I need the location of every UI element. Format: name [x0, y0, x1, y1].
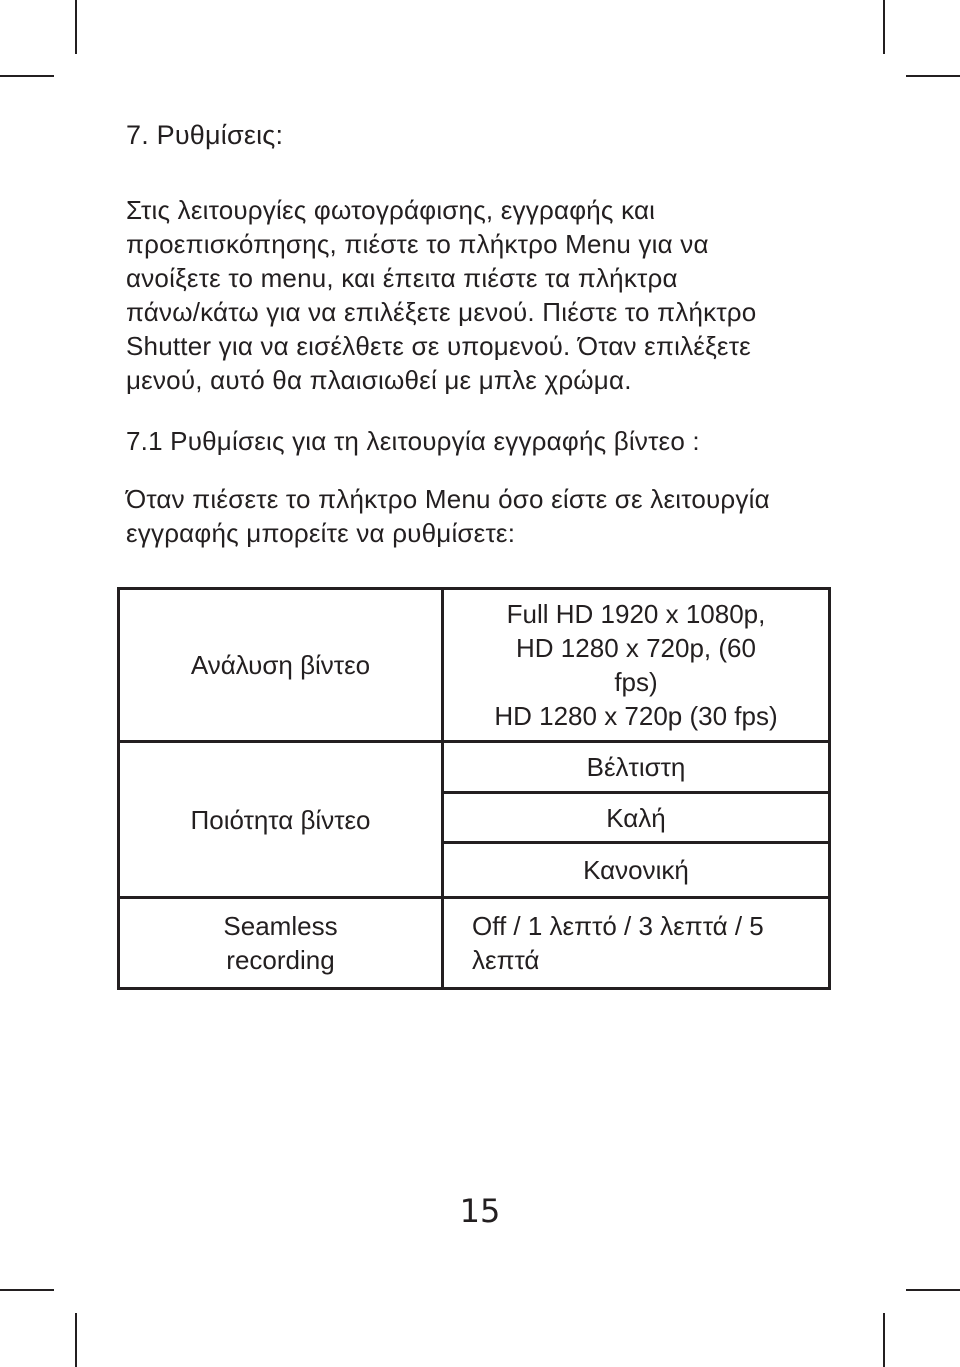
resolution-value-line: HD 1280 x 720p, (60 — [516, 633, 756, 663]
subsection-heading-text: 7.1 Ρυθμίσεις για τη λειτουργία εγγραφής βίντεο : — [126, 426, 700, 456]
crop-mark-bottom-left-vertical — [75, 1313, 77, 1367]
description-line: Όταν πιέσετε το πλήκτρο Menu όσο είστε σε λειτουργία — [126, 484, 770, 514]
crop-mark-bottom-right-horizontal — [906, 1289, 960, 1291]
resolution-label: Ανάλυση βίντεο — [190, 650, 371, 680]
description-paragraph — [126, 482, 770, 550]
quality-option-cell — [443, 843, 830, 898]
seamless-value-line: λεπτά — [472, 945, 540, 975]
intro-line: Shutter για να εισέλθετε σε υπομενού. Όταν επιλέξετε — [126, 331, 751, 361]
resolution-value-line: fps) — [614, 667, 658, 697]
page-number: 15 — [459, 1192, 501, 1230]
section-heading: 7. Ρυθμίσεις: — [126, 120, 284, 150]
quality-option: Καλή — [606, 802, 666, 833]
quality-option: Κανονική — [583, 855, 689, 885]
intro-paragraph — [126, 193, 756, 397]
quality-option-cell — [443, 793, 830, 843]
description-line: εγγραφής μπορείτε να ρυθμίσετε: — [126, 518, 516, 548]
quality-label-cell — [119, 742, 443, 898]
seamless-label-cell — [119, 898, 443, 989]
crop-mark-bottom-right-vertical — [883, 1313, 885, 1367]
resolution-label-cell — [119, 589, 443, 742]
crop-mark-bottom-left-horizontal — [0, 1289, 54, 1291]
subsection-heading — [126, 424, 700, 458]
resolution-value-line: HD 1280 x 720p (30 fps) — [494, 701, 778, 731]
table-row — [119, 742, 830, 793]
intro-line: ανοίξετε το menu, και έπειτα πιέστε τα πλήκτρα — [126, 263, 678, 293]
resolution-value-cell — [443, 589, 830, 742]
seamless-value-line: Off / 1 λεπτό / 3 λεπτά / 5 — [472, 911, 764, 941]
intro-line: πάνω/κάτω για να επιλέξετε μενού. Πιέστε το πλήκτρο — [126, 297, 757, 327]
crop-mark-top-left-vertical — [75, 0, 77, 54]
video-settings-table — [117, 587, 831, 990]
crop-mark-top-right-vertical — [883, 0, 885, 54]
quality-option: Βέλτιστη — [586, 752, 686, 782]
seamless-label-line: recording — [226, 945, 335, 975]
seamless-label-line: Seamless — [223, 911, 338, 941]
crop-mark-top-right-horizontal — [906, 75, 960, 77]
quality-label: Ποιότητα βίντεο — [190, 804, 371, 835]
intro-line: μενού, αυτό θα πλαισιωθεί με μπλε χρώμα. — [126, 365, 632, 395]
table-row — [119, 898, 830, 989]
intro-line: προεπισκόπησης, πιέστε το πλήκτρο Menu για να — [126, 229, 709, 259]
resolution-value-line: Full HD 1920 x 1080p, — [506, 599, 766, 629]
crop-mark-top-left-horizontal — [0, 75, 54, 77]
table-row — [119, 589, 830, 742]
quality-option-cell — [443, 742, 830, 793]
seamless-value-cell — [443, 898, 830, 989]
intro-line: Στις λειτουργίες φωτογράφισης, εγγραφής και — [126, 195, 656, 225]
